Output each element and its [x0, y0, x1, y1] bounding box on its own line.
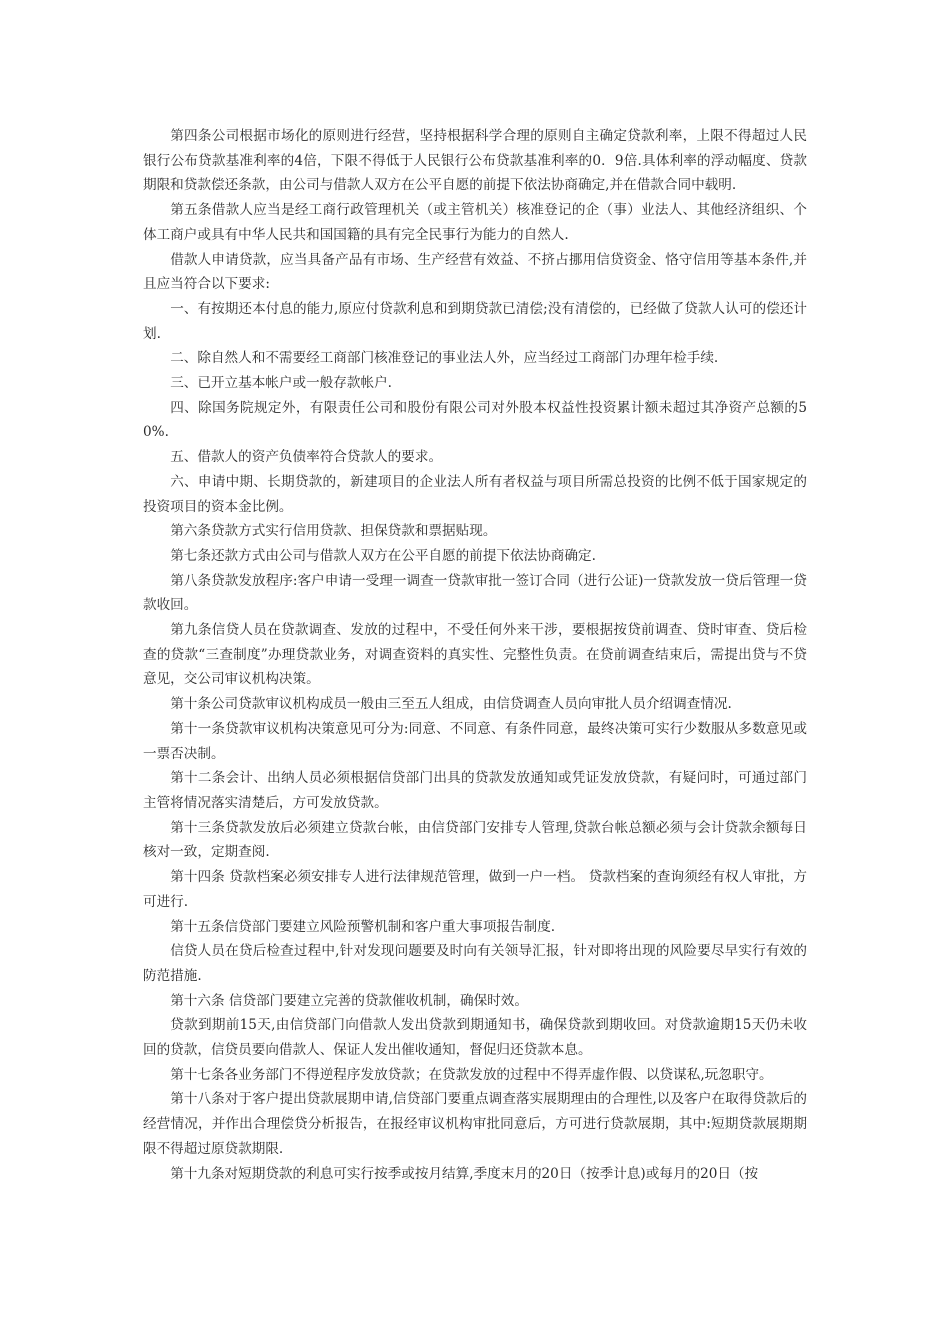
paragraph-article-7: 第七条还款方式由公司与借款人双方在公平自愿的前提下依法协商确定.: [170, 547, 596, 564]
paragraph-article-11: 第十一条贷款审议机构决策意见可分为:同意、不同意、有条件同意，最终决策可实行少数服从多数意见或一票否决制。: [143, 720, 807, 762]
paragraph-requirement-2: 二、除自然人和不需要经工商部门核准登记的事业法人外，应当经过工商部门办理年检手续.: [170, 350, 719, 367]
paragraph-article-8: 第八条贷款发放程序:客户申请一受理一调查一贷款审批一签订合同（进行公证)一贷款发放一贷后管理一贷款收回。: [143, 572, 807, 614]
paragraph-article-10: 第十条公司贷款审议机构成员一般由三至五人组成，由信贷调查人员向审批人员介绍调查情况.: [170, 696, 732, 713]
paragraph-post-loan-check: 信贷人员在贷后检查过程中,针对发现问题要及时向有关领导汇报，针对即将出现的风险要尽早实行有效的防范措施.: [143, 943, 807, 984]
document-body: [143, 124, 807, 1186]
paragraph-article-18: 第十八条对于客户提出贷款展期申请,信贷部门要重点调查落实展期理由的合理性,以及客户在取得贷款后的经营情况，并作出合理偿贷分析报告，在报经审议机构审批同意后，方可进行贷款展期，其中:短期贷款展期期限不得超过原贷款期限.: [143, 1091, 807, 1157]
paragraph-article-12: 第十二条会计、出纳人员必须根据信贷部门出具的贷款发放通知或凭证发放贷款，有疑问时，可通过部门主管将情况落实清楚后，方可发放贷款。: [143, 770, 807, 811]
paragraph-article-9: 第九条信贷人员在贷款调查、发放的过程中，不受任何外来干涉，要根据按贷前调查、贷时审查、贷后检查的贷款“三查制度”办理贷款业务，对调查资料的真实性、完整性负责。在贷前调查结束后，需提出贷与不贷意见，交公司审议机构决策。: [143, 622, 807, 688]
paragraph-requirement-5: 五、借款人的资产负债率符合贷款人的要求。: [170, 449, 443, 466]
paragraph-article-16: 第十六条 信贷部门要建立完善的贷款催收机制，确保时效。: [170, 992, 528, 1009]
paragraph-article-19: 第十九条对短期贷款的利息可实行按季或按月结算,季度末月的20日（按季计息)或每月的20日（按: [170, 1165, 759, 1182]
paragraph-article-4: 第四条公司根据市场化的原则进行经营，坚持根据科学合理的原则自主确定贷款利率，上限不得超过人民银行公布贷款基准利率的4倍，下限不得低于人民银行公布贷款基准利率的0．9倍.具体利率的浮动幅度、贷款期限和贷款偿还条款，由公司与借款人双方在公平自愿的前提下依法协商确定,并在借款合同中载明.: [143, 128, 807, 194]
paragraph-requirement-3: 三、已开立基本帐户或一般存款帐户.: [170, 375, 393, 392]
paragraph-due-notice: 贷款到期前15天,由信贷部门向借款人发出贷款到期通知书，确保贷款到期收回。对贷款逾期15天仍未收回的贷款，信贷员要向借款人、保证人发出催收通知，督促归还贷款本息。: [143, 1017, 807, 1059]
paragraph-article-14: 第十四条 贷款档案必须安排专人进行法律规范管理，做到一户一档。 贷款档案的查询须经有权人审批，方可进行.: [143, 869, 807, 910]
paragraph-requirement-1: 一、有按期还本付息的能力,原应付贷款利息和到期贷款已清偿;没有清偿的，已经做了贷款人认可的偿还计划.: [143, 300, 807, 342]
paragraph-article-15: 第十五条信贷部门要建立风险预警机制和客户重大事项报告制度.: [170, 918, 556, 935]
paragraph-article-17: 第十七条各业务部门不得逆程序发放贷款；在贷款发放的过程中不得弄虚作假、以贷谋私,玩忽职守。: [170, 1066, 773, 1083]
paragraph-article-5: 第五条借款人应当是经工商行政管理机关（或主管机关）核准登记的企（事）业法人、其他经济组织、个体工商户或具有中华人民共和国国籍的具有完全民事行为能力的自然人.: [143, 202, 807, 243]
paragraph-borrower-requirements: 借款人申请贷款，应当具备产品有市场、生产经营有效益、不挤占挪用信贷资金、恪守信用等基本条件,并且应当符合以下要求:: [143, 251, 807, 293]
paragraph-article-6: 第六条贷款方式实行信用贷款、担保贷款和票据贴现。: [170, 523, 497, 540]
paragraph-requirement-4: 四、除国务院规定外，有限责任公司和股份有限公司对外股本权益性投资累计额未超过其净资产总额的50%.: [143, 399, 807, 441]
paragraph-article-13: 第十三条贷款发放后必须建立贷款台帐，由信贷部门安排专人管理,贷款台帐总额必须与会计贷款余额每日核对一致，定期查阅.: [143, 819, 807, 861]
paragraph-requirement-6: 六、申请中期、长期贷款的，新建项目的企业法人所有者权益与项目所需总投资的比例不低于国家规定的投资项目的资本金比例。: [143, 473, 807, 515]
